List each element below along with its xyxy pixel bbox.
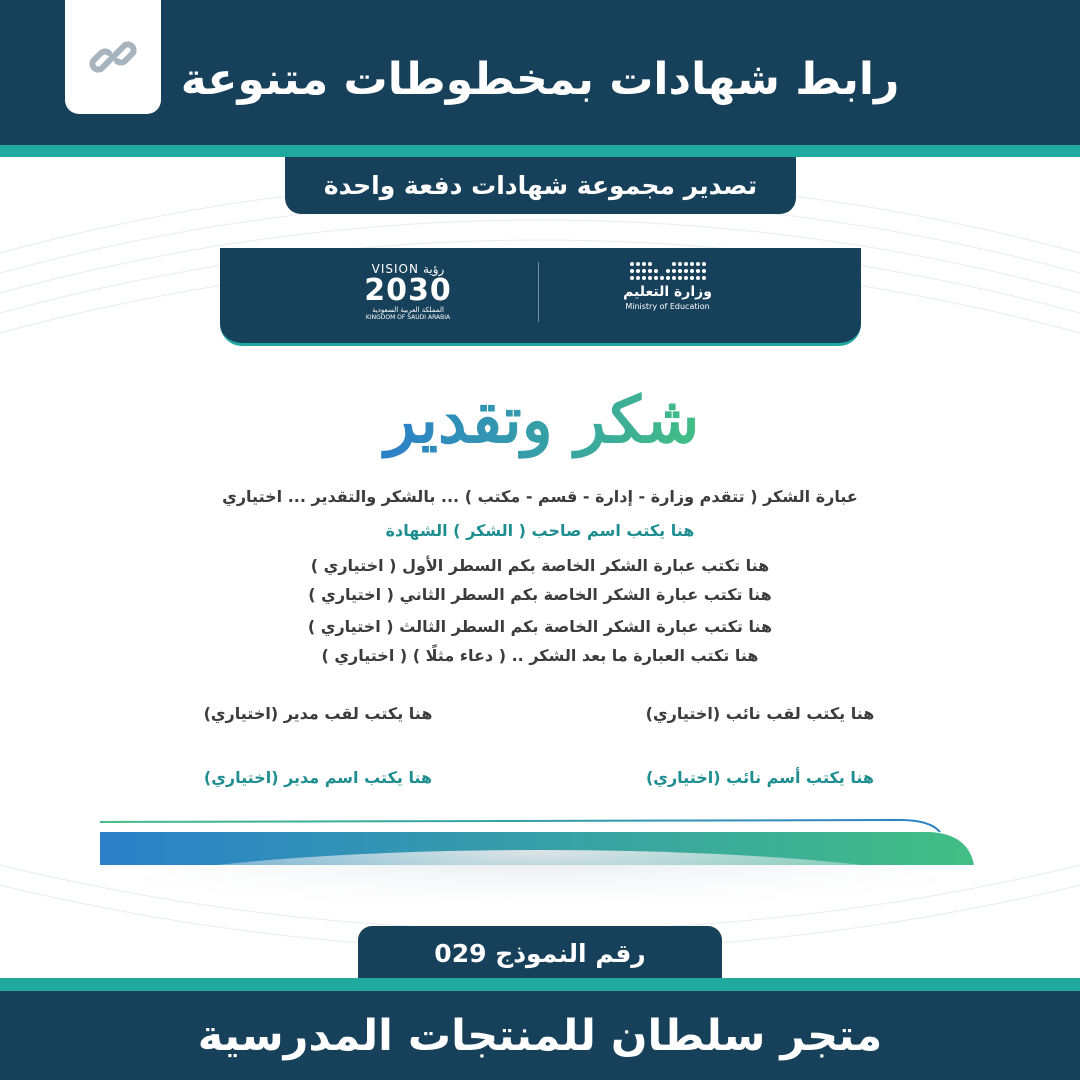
thanks-calligraphy (372, 372, 712, 470)
manager-title: هنا يكتب لقب مدير (اختياري) (203, 704, 433, 723)
subtitle-text: تصدير مجموعة شهادات دفعة واحدة (323, 171, 758, 200)
page-title: رابط شهادات بمخطوطات متنوعة (180, 54, 900, 105)
recipient-name-line: هنا يكتب اسم صاحب ( الشكر ) الشهادة (385, 521, 695, 540)
header-accent-stripe (0, 145, 1080, 157)
thanks-line-1: هنا تكتب عبارة الشكر الخاصة بكم السطر الأول ( اختياري ) (310, 556, 770, 575)
ministry-dots-icon (628, 260, 708, 282)
logo-banner (220, 248, 861, 346)
deputy-name: هنا يكتب أسم نائب (اختياري) (645, 768, 874, 787)
logo-divider (538, 262, 539, 322)
deputy-title: هنا يكتب لقب نائب (اختياري) (645, 704, 875, 723)
ministry-name-english: Ministry of Education (625, 302, 710, 311)
vision-2030-logo (358, 262, 458, 332)
vision-kingdom-arabic: المملكة العربية السعودية (372, 306, 444, 314)
ministry-of-education-logo (615, 260, 720, 330)
link-icon (89, 33, 137, 81)
vision-kingdom-english: KINGDOM OF SAUDI ARABIA (365, 314, 451, 321)
subtitle-badge (285, 157, 796, 214)
closing-line: هنا تكتب العبارة ما بعد الشكر .. ( دعاء مثلًا ) ( اختياري ) (321, 646, 759, 665)
vision-label: VISION (371, 262, 419, 276)
ministry-name-arabic: وزارة التعليم (623, 284, 712, 300)
model-number-text: رقم النموذج 029 (434, 938, 646, 968)
thanks-phrase: عبارة الشكر ( تتقدم وزارة - إدارة - قسم - مكتب ) ... بالشكر والتقدير ... اختياري (222, 487, 858, 506)
store-name: متجر سلطان للمنتجات المدرسية (197, 1010, 883, 1061)
manager-name: هنا يكتب اسم مدير (اختياري) (203, 768, 433, 787)
vision-arabic-word: رؤية (422, 262, 445, 276)
thanks-line-2: هنا تكتب عبارة الشكر الخاصة بكم السطر الثاني ( اختياري ) (308, 585, 772, 604)
link-button[interactable] (65, 0, 161, 114)
calligraphy-text: شكر وتقدير (384, 383, 700, 458)
model-number-badge (358, 926, 722, 980)
footer-accent-stripe (0, 978, 1080, 991)
vision-year: 2030 (364, 273, 452, 308)
thanks-line-3: هنا تكتب عبارة الشكر الخاصة بكم السطر الثالث ( اختياري ) (307, 617, 773, 636)
